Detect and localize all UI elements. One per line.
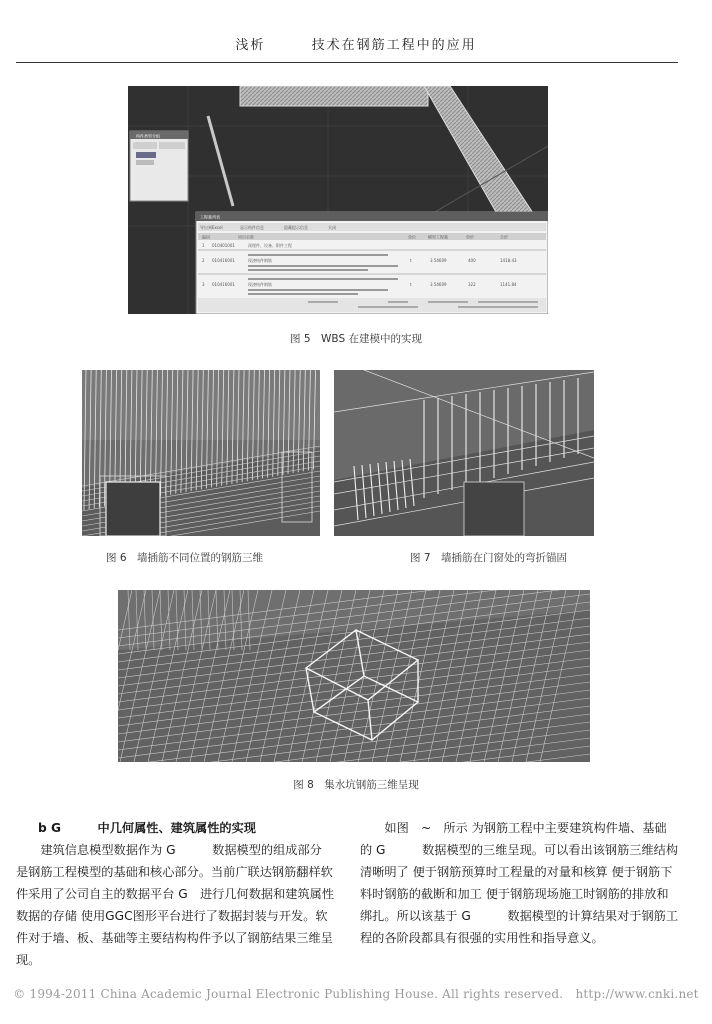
col-header: 项目名称 — [238, 234, 254, 240]
dialog-tab: 隐藏提示信息 — [284, 225, 308, 230]
figure-8 — [118, 590, 590, 762]
svg-text:t: t — [410, 282, 412, 287]
svg-text:t: t — [410, 258, 412, 263]
figure-5-image — [128, 86, 548, 314]
svg-text:2: 2 — [202, 258, 205, 263]
figure-6 — [82, 370, 320, 536]
left-column — [16, 817, 334, 971]
svg-text:1: 1 — [202, 243, 205, 248]
copyright-footer: © 1994-2011 China Academic Journal Electronic Publishing House. All rights reserved. http://www.cnki.net — [13, 987, 699, 1001]
svg-text:400: 400 — [468, 258, 476, 263]
dialog-tab: 显示构件信息 — [240, 225, 264, 230]
svg-text:010401001: 010401001 — [212, 243, 235, 248]
svg-text:3.54609: 3.54609 — [430, 258, 447, 263]
svg-text:010416001: 010416001 — [212, 282, 235, 287]
figure-7 — [334, 370, 594, 536]
svg-text:1418.43: 1418.43 — [500, 258, 517, 263]
running-header — [0, 34, 712, 53]
svg-text:现浇构件钢筋: 现浇构件钢筋 — [248, 282, 272, 287]
figure-5 — [128, 86, 548, 314]
figure-5-caption: 图 5 WBS 在建模中的实现 — [290, 333, 422, 345]
svg-text:预埋件、设备、附件工程: 预埋件、设备、附件工程 — [248, 243, 292, 248]
figure-6-image — [82, 370, 320, 536]
svg-text:010416001: 010416001 — [212, 258, 235, 263]
dialog-tab: 导出到Excel — [200, 225, 223, 230]
quantity-dialog — [196, 212, 548, 314]
header-rule — [16, 62, 678, 63]
col-header: 单价 — [466, 234, 474, 240]
dialog-title: 工程量列表 — [200, 214, 220, 220]
dialog-tab: 关闭 — [328, 225, 336, 230]
col-header: 合价 — [500, 234, 508, 240]
figure-8-image — [118, 590, 590, 762]
header-right: 技术在钢筋工程中的应用 — [311, 38, 477, 53]
col-header: 单位 — [408, 234, 416, 240]
col-header: 编码 — [202, 234, 210, 240]
right-column — [360, 817, 678, 949]
section-title: b G 中几何属性、建筑属性的实现 — [38, 821, 256, 835]
svg-text:322: 322 — [468, 282, 476, 287]
figure-6-caption: 图 6 墙插筋不同位置的钢筋三维 — [106, 552, 264, 564]
right-paragraph: 如图 ~ 所示 为钢筋工程中主要建筑构件墙、基础的 G 数据模型的三维呈现。可以看出该钢筋三维结构清晰明了 便于钢筋预算时工程量的对量和核算 便于钢筋下料时钢筋的截断和加工 便于钢筋现场施工时钢筋的排放和绑扎。所以该基于 G 数据模型的计算结果对于钢筋工程的各阶段都具有很强的实用性和指导意义。 — [360, 821, 679, 945]
svg-text:构件类型分组: 构件类型分组 — [136, 133, 160, 139]
header-left: 浅析 — [235, 38, 266, 53]
svg-text:现浇构件钢筋: 现浇构件钢筋 — [248, 258, 272, 263]
left-paragraph: 建筑信息模型数据作为 G 数据模型的组成部分 是钢筋工程模型的基础和核心部分。当前广联达钢筋翻样软件采用了公司自主的数据平台 G 进行几何数据和建筑属性数据的存储 使用GGC图形平台进行了数据封装与开发。软件对于墙、板、基础等主要结构构件予以了钢筋结果三维呈现。 — [16, 843, 335, 967]
figure-8-caption: 图 8 集水坑钢筋三维呈现 — [293, 779, 419, 791]
col-header: 模型工程量 — [428, 234, 448, 240]
svg-text:1141.84: 1141.84 — [500, 282, 517, 287]
figure-7-image — [334, 370, 594, 536]
figure-7-caption: 图 7 墙插筋在门窗处的弯折锚固 — [410, 552, 568, 564]
svg-text:3: 3 — [202, 282, 205, 287]
svg-text:3.54609: 3.54609 — [430, 282, 447, 287]
